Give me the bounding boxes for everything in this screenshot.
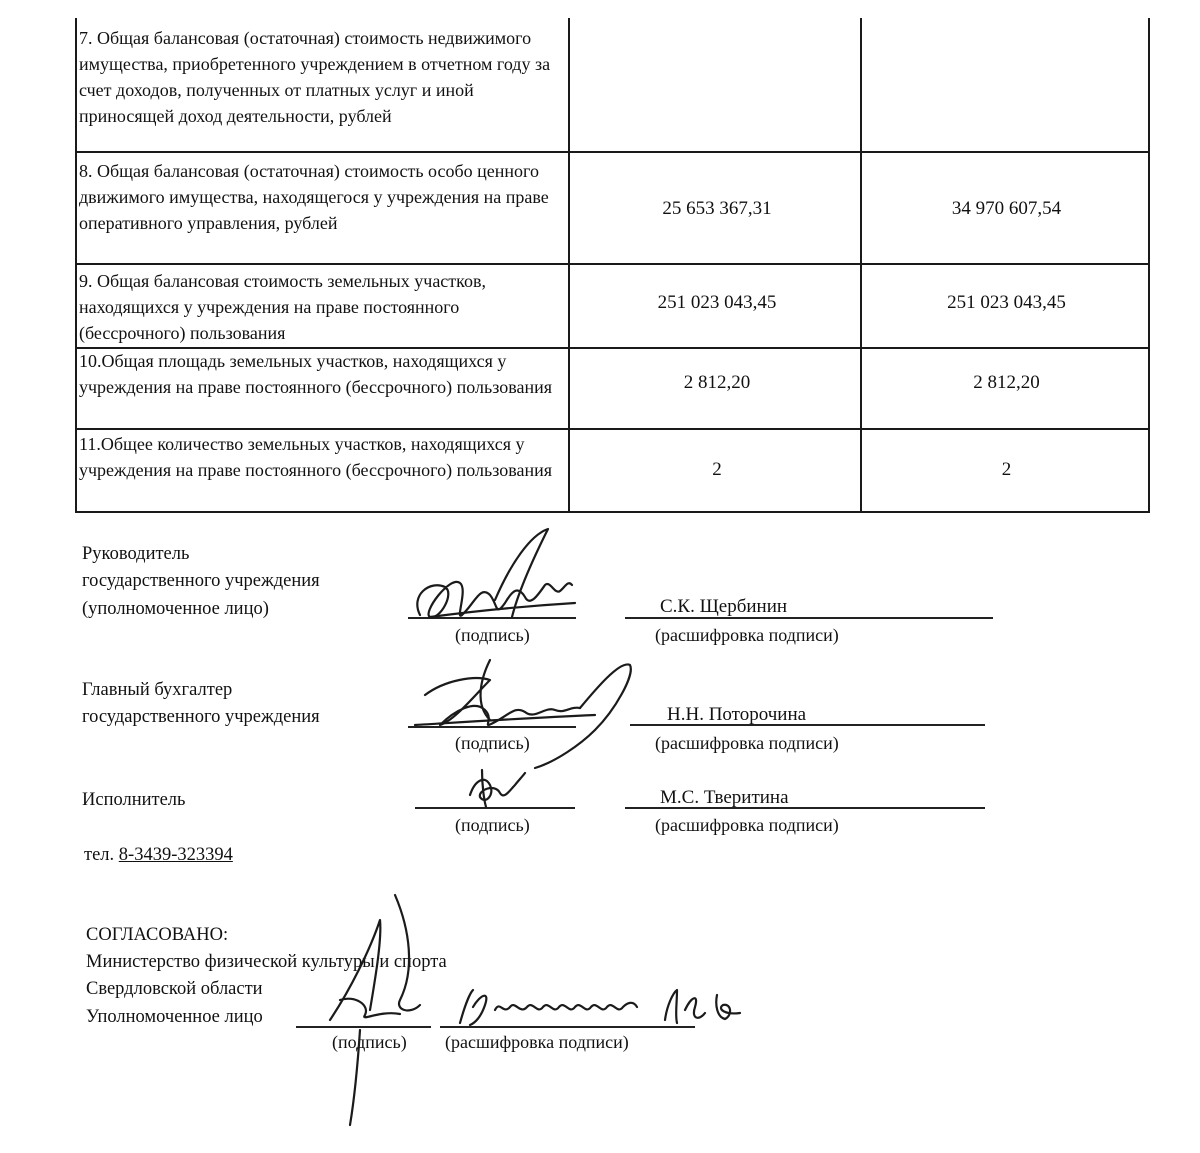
row-label: 11.Общее количество земельных участков, находящихся у учреждения на праве постоянного (бессрочного) пользования [79,434,553,480]
executor-name-caption: (расшифровка подписи) [655,815,839,835]
table-row [75,431,1150,511]
approval-sig-caption: (подпись) [332,1032,407,1052]
table-row [75,25,1150,151]
approval-handwritten-signature [300,890,450,1130]
table-row [75,268,1150,346]
table-border-bottom [75,511,1150,513]
head-name: С.К. Щербинин [660,596,788,617]
accountant-name-caption: (расшифровка подписи) [655,733,839,753]
head-role-line2: государственного учреждения [82,571,320,591]
table-row [75,158,1150,262]
row-label: 9. Общая балансовая стоимость земельных участков, находящихся у учреждения на праве постоянного (бессрочного) пользования [79,271,486,343]
approval-region: Свердловской области [86,979,263,999]
table-row-divider [75,263,1150,265]
approval-handwritten-name [455,985,765,1030]
row-value-curr: 2 812,20 [973,372,1040,393]
head-role-line3: (уполномоченное лицо) [82,599,269,619]
table-row [75,348,1150,428]
accountant-handwritten-signature [395,650,645,775]
head-role-line1: Руководитель [82,544,190,564]
approval-title: СОГЛАСОВАНО: [86,925,229,945]
row-label: 8. Общая балансовая (остаточная) стоимость особо ценного движимого имущества, находящегося у учреждения на праве оперативного управления, рублей [79,161,549,233]
row-value-curr: 34 970 607,54 [951,198,1062,219]
executor-sig-caption: (подпись) [455,815,530,835]
head-handwritten-signature [400,525,590,640]
accountant-sig-caption: (подпись) [455,733,530,753]
row-value-curr: 251 023 043,45 [947,292,1066,313]
row-value-prev: 2 812,20 [683,372,751,393]
approval-ministry: Министерство физической культуры и спорта [86,952,447,972]
row-label: 7. Общая балансовая (остаточная) стоимость недвижимого имущества, приобретенного учреждением в отчетном году за счет доходов, полученных от платных услуг и иной приносящей доход деятельности, рублей [79,28,551,126]
property-table [75,18,1150,513]
accountant-role-line2: государственного учреждения [82,707,320,727]
row-value-curr: 2 [1001,459,1012,480]
table-row-divider [75,151,1150,153]
row-label: 10.Общая площадь земельных участков, находящихся у учреждения на праве постоянного (бессрочного) пользования [79,351,553,397]
accountant-role-line1: Главный бухгалтер [82,680,233,700]
executor-name: М.С. Тверитина [660,787,789,808]
table-row-divider [75,428,1150,430]
phone-prefix: тел. [84,845,115,865]
row-value-prev: 25 653 367,31 [662,198,772,219]
phone-number: 8-3439-323394 [118,845,233,865]
executor-role: Исполнитель [82,790,186,810]
phone-line [84,842,233,869]
approval-authorized: Уполномоченное лицо [86,1007,263,1027]
accountant-name: Н.Н. Поторочина [667,704,807,725]
executor-handwritten-signature [460,765,530,810]
row-value-prev: 251 023 043,45 [657,292,777,313]
row-value-prev: 2 [712,459,722,480]
head-name-caption: (расшифровка подписи) [655,625,839,645]
head-sig-caption: (подпись) [455,625,530,645]
approval-name-caption: (расшифровка подписи) [445,1032,629,1052]
